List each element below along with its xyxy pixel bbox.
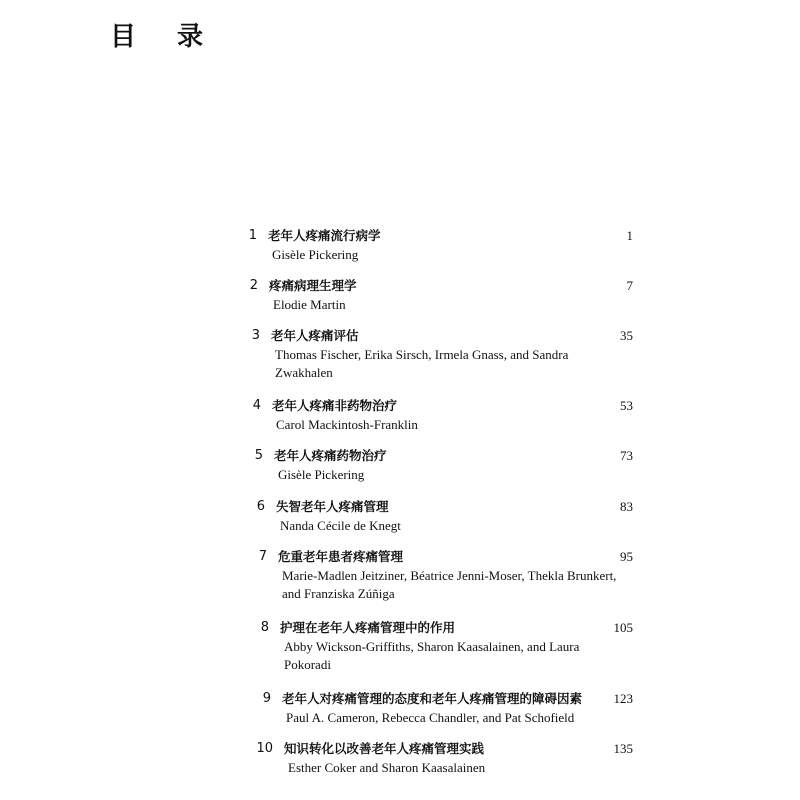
chapter-title: 知识转化以改善老年人疼痛管理实践: [284, 741, 485, 756]
page-number: 7: [626, 278, 633, 293]
page-number: 135: [613, 741, 633, 756]
chapter-title: 护理在老年人疼痛管理中的作用: [280, 620, 456, 635]
chapter-authors: Esther Coker and Sharon Kaasalainen: [288, 760, 486, 775]
chapter-number: 10: [256, 741, 273, 756]
chapter-number: 6: [256, 499, 265, 514]
chapter-number: 8: [260, 620, 269, 635]
chapter-number: 9: [262, 691, 271, 706]
page-number: 35: [620, 328, 633, 343]
page-number: 123: [613, 691, 633, 706]
page-number: 53: [620, 398, 633, 413]
chapter-number: 1: [248, 228, 257, 243]
page-title: 目 录: [110, 22, 220, 52]
chapter-authors: Carol Mackintosh-Franklin: [276, 417, 418, 432]
page-number: 73: [620, 448, 633, 463]
chapter-authors: Nanda Cécile de Knegt: [280, 518, 401, 533]
chapter-title: 老年人疼痛药物治疗: [274, 448, 387, 463]
chapter-title: 老年人疼痛非药物治疗: [272, 398, 398, 413]
chapter-authors: Abby Wickson-Griffiths, Sharon Kaasalainen, and Laura Pokoradi: [284, 639, 580, 672]
chapter-authors: Paul A. Cameron, Rebecca Chandler, and Pat Schofield: [286, 710, 575, 725]
chapter-number: 4: [252, 398, 261, 413]
chapter-authors: Marie-Madlen Jeitziner, Béatrice Jenni-Moser, Thekla Brunkert, and Franziska Zúñiga: [282, 568, 617, 601]
page-number: 95: [620, 549, 633, 564]
chapter-number: 7: [258, 549, 267, 564]
chapter-number: 2: [249, 278, 258, 293]
chapter-authors: Thomas Fischer, Erika Sirsch, Irmela Gnass, and Sandra Zwakhalen: [275, 347, 569, 380]
chapter-authors: Elodie Martin: [273, 297, 346, 312]
chapter-title: 疼痛病理生理学: [269, 278, 357, 293]
chapter-title: 老年人对疼痛管理的态度和老年人疼痛管理的障碍因素: [282, 691, 583, 706]
chapter-authors: Gisèle Pickering: [272, 247, 359, 262]
chapter-title: 老年人疼痛流行病学: [268, 228, 381, 243]
chapter-authors: Gisèle Pickering: [278, 467, 365, 482]
page-number: 83: [620, 499, 633, 514]
chapter-title: 危重老年患者疼痛管理: [278, 549, 404, 564]
chapter-title: 老年人疼痛评估: [271, 328, 359, 343]
page-number: 1: [626, 228, 633, 243]
chapter-title: 失智老年人疼痛管理: [276, 499, 389, 514]
chapter-number: 3: [251, 328, 260, 343]
page-number: 105: [613, 620, 633, 635]
chapter-number: 5: [254, 448, 263, 463]
